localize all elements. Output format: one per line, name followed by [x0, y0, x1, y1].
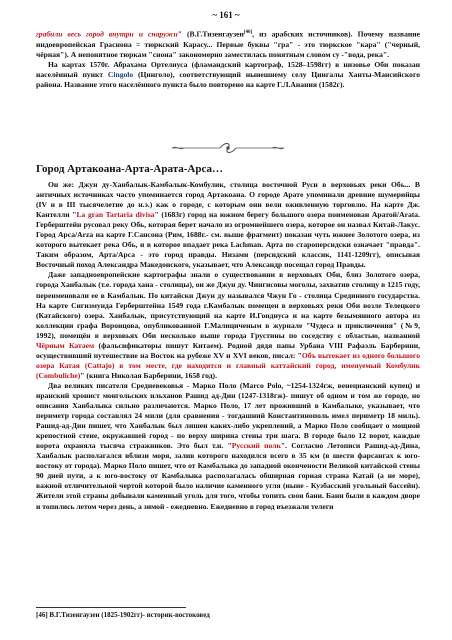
- section-heading: Город Артакоана-Арта-Арата-Арса…: [36, 163, 223, 175]
- paragraph-2: Даже западноевропейские картографы знали о существовании в верховьях Оби, близ Золотого озера, города Ханбалык (т.е. города хана - столицы), он же Джун ду. Чингисовы моголы, захватив столицу в 1215 году, переименовали ее в Камбалык. По китайски Джун ду назывался Чжун Го - столица Срединного государства. На карте Сигизмунда Герберштейна 1549 года г.Камбалык помещен в верховьях реки Оби возле Телецкого (Катайского) озера. Ханбалык, присутствующий на карте И.Гондиуса и на карте безымянного автора из коллекции графа Воронцова, опубликованной Г.Малициченым в журнале "Чудеса и приключения" (№9, 1992), помещён в верховьях Оби несколько выше города Грустины по соседству с областью, названной Чёрным Катаем (фальсификаторы пишут Китаем). Родной дядя папы Урбана VIII Рафаэль Барберини, осуществивший путешествие на Восток на рубеже XV и XVI веков, писал: "Объ вытекает из одного большого озера Катая (Cattajo) в том месте, где находится и главный каттайский город, именуемый Комбулик (Combuliche)" (книга Николая Барберини, 1658 год).: [36, 270, 420, 380]
- quote-red: грабили весь город внутри и снаружи: [36, 29, 178, 39]
- paragraph-3: Два великих писателя Средневековья - Марко Поло (Marco Polo, ~1254-1324гж, венецианский купец) и иранский хронист монгольских ильханов Рашид ад-Дин (1247-1318гж)- пишут об одном и том же городе, но описания Ханбалыка сильно различаются. Марко Поло, 17 лет проживший в Камбалыке, указывает, что периметр города составлял 24 мили (для сравнения - тогдашний Константинополь имел периметр 18 миль). Рашид-ад-Дин пишет, что Ханбалык был лишен каких-либо укреплений, а Марко Поло сообщает о мощной крепостной стене, окружавшей город - по верху ширина стены три шага. В городе было 12 ворот, каждые ворота охраняла тысяча стражников. Это был т.н. "Русский полк". Согласно Летописи Рашид-ад-Дина, Ханбалык располагался вблизи моря, залив которого находился всего в 35 км (в шести фарсангах к юго-востоку от города). Марко Поло пишет, что от Камбалыка до западной окончености Великой китайской стены 90 дней пути, а к юго-востоку от Камбалыка располагалась обширная горная страна Катай (а не море), важной отличительной чертой которой было наличие каменного угля (ныне - Кузбасский угольный бассейн). Жители этой страны добывали каменный уголь для того, чтобы топить свои бани. Бани были в каждом дворе и топились летом через день, а зимой - ежедневно. Ежедневно в город въезжали телеги: [36, 380, 420, 511]
- page-number: ~ 161 ~: [212, 10, 240, 20]
- top-text-block: [36, 28, 420, 90]
- ornament-divider: [168, 140, 288, 156]
- paragraph-1: Он же: Джун ду-Ханбалык-Камбалык-Комбулик, столица восточной Руси в верховьях реки Обь... В античных источниках часто упоминается город Артакоана. О городе Арате упоминали древние шумерийцы (IV и в III тысячелетие до н.э.) как о городе, с которым они вели оживленную торговлю. На карте Дж. Кантелли "La gran Tartaria divisa" (1683г) город на южном берегу большого озера поименован Аратой/Arata. Герберштейн русовал реку Обь, которая берет начало из огромнейшего озера, которое он назвал Китай-Лакус. Город Арса/Arza на карте Г.Сансона (Рим, 1688г.- см. выше фрагмент) показан чуть южнее Золотого озера, из которого вытекает река Обь, и в которое впадает река Lachman. Арта по староперсидски означает "правда". Таким образом, Арта/Арса - это город правды. Низами (персидский классик, 1141-1209гг), описывая Восточный поход Александра Македонского, указывает, что Александр посещал город Правды.: [36, 180, 420, 270]
- paragraph-ortelius: На картах 1570г. Абрахама Ортелиуса (фламандский картограф, 1528–1598гг) в низовье Оби показан населённый пункт Cingolo (Цинголо), соответствующий нынешнему селу Цингалы Ханты-Мансийского района. Название этого населённого пункта было повторено на карте Г.Л.Анания (1582г).: [36, 59, 420, 89]
- main-text-block: [36, 180, 420, 512]
- footnote-divider: [36, 607, 186, 608]
- footnote: [46] В.Г.Тизенгаузен (1825-1902гг)- историк-востоковед: [36, 611, 210, 619]
- paragraph-continuation: грабили весь город внутри и снаружи" (В.Г.Тизенгаузен[46], из арабских источников). Почему название индоевропейская Граснона = тюркский Карасу... Первые буквы "гра" - это тюркское "кара" ("черный, чёрная"). А непонятное тюркам "снона" закономерно заместилась понятным словом су -"вода, река".: [36, 29, 420, 59]
- footnote-ref[interactable]: [46]: [243, 30, 253, 35]
